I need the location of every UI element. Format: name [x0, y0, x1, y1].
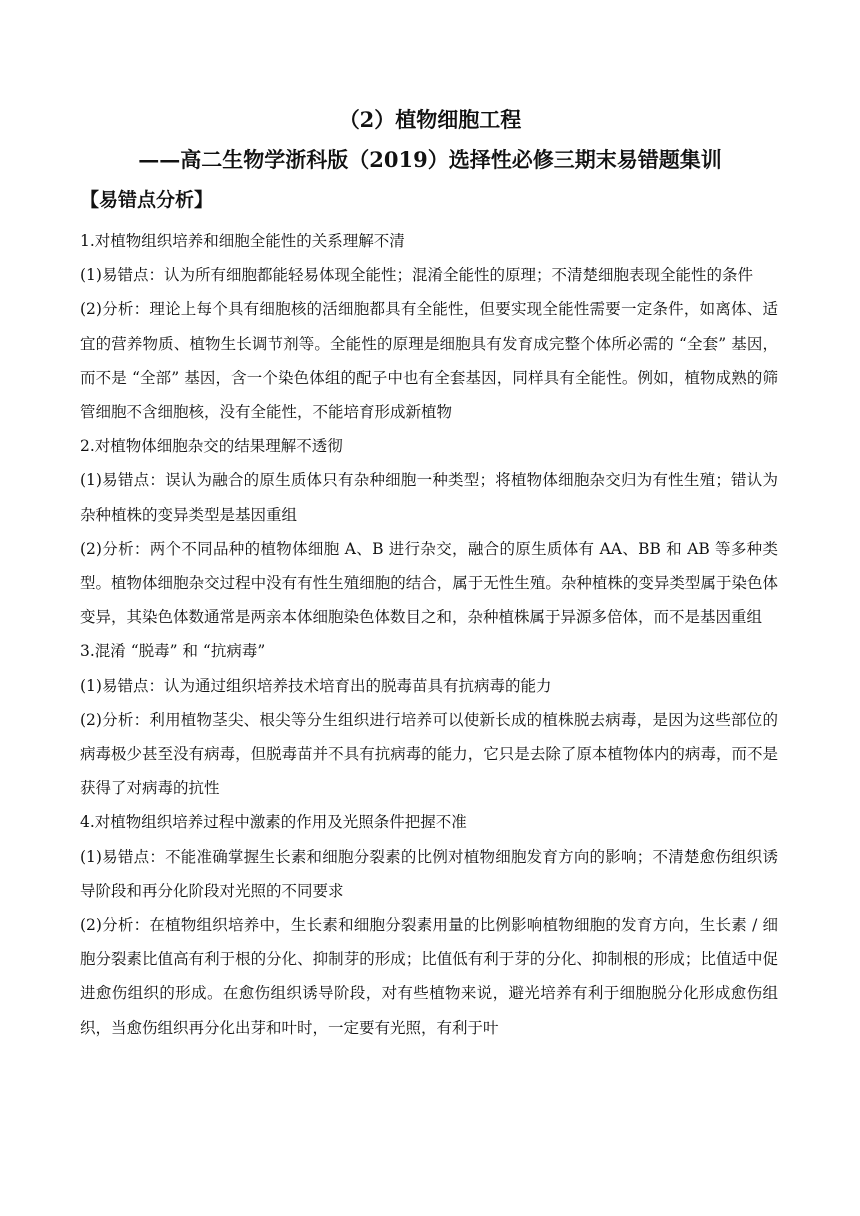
- document-subtitle: ——高二生物学浙科版（2019）选择性必修三期末易错题集训: [138, 147, 722, 172]
- item-1-analysis: (2)分析：理论上每个具有细胞核的活细胞都具有全能性，但要实现全能性需要一定条件，如离体、适宜的营养物质、植物生长调节剂等。全能性的原理是细胞具有发育成完整个体所必需的 “全套” 基因，而不是 “全部” 基因，含一个染色体组的配子中也有全套基因，同样具有全能性。例如，植物成熟的筛管细胞不含细胞核，没有全能性，不能培育形成新植物: [80, 300, 778, 422]
- item-3-error-point: (1)易错点：认为通过组织培养技术培育出的脱毒苗具有抗病毒的能力: [80, 676, 552, 695]
- item-3-analysis: (2)分析：利用植物茎尖、根尖等分生组织进行培养可以使新长成的植株脱去病毒，是因为这些部位的病毒极少甚至没有病毒，但脱毒苗并不具有抗病毒的能力，它只是去除了原本植物体内的病毒，而不是获得了对病毒的抗性: [80, 710, 778, 798]
- item-1-error-point: (1)易错点：认为所有细胞都能轻易体现全能性；混淆全能性的原理；不清楚细胞表现全能性的条件: [80, 266, 753, 285]
- item-4-heading: 4.对植物组织培养过程中激素的作用及光照条件把握不准: [80, 813, 467, 832]
- item-4-analysis: (2)分析：在植物组织培养中，生长素和细胞分裂素用量的比例影响植物细胞的发育方向，生长素 / 细胞分裂素比值高有利于根的分化、抑制芽的形成；比值低有利于芽的分化、抑制根的形成；比值适中促进愈伤组织的形成。在愈伤组织诱导阶段，对有些植物来说，避光培养有利于细胞脱分化形成愈伤组织，当愈伤组织再分化出芽和叶时，一定要有光照，有利于叶: [80, 916, 778, 1037]
- item-4-error-point: (1)易错点：不能准确掌握生长素和细胞分裂素的比例对植物细胞发育方向的影响；不清楚愈伤组织诱导阶段和再分化阶段对光照的不同要求: [80, 847, 778, 900]
- item-3-heading: 3.混淆 “脱毒” 和 “抗病毒”: [80, 642, 266, 661]
- item-2-heading: 2.对植物体细胞杂交的结果理解不透彻: [80, 437, 343, 456]
- document-title: （2）植物细胞工程: [338, 107, 522, 132]
- analysis-content: [80, 224, 778, 1045]
- item-2-error-point: (1)易错点：误认为融合的原生质体只有杂种细胞一种类型；将植物体细胞杂交归为有性生殖；错认为杂种植株的变异类型是基因重组: [80, 471, 778, 524]
- section-heading: 【易错点分析】: [80, 189, 214, 211]
- item-1-heading: 1.对植物组织培养和细胞全能性的关系理解不清: [80, 232, 405, 250]
- item-2-analysis: (2)分析：两个不同品种的植物体细胞 A、B 进行杂交，融合的原生质体有 AA、BB 和 AB 等多种类型。植物体细胞杂交过程中没有有性生殖细胞的结合，属于无性生殖。杂种植株的变异类型属于染色体变异，其染色体数通常是两亲本体细胞染色体数目之和，杂种植株属于异源多倍体，而不是基因重组: [80, 539, 778, 627]
